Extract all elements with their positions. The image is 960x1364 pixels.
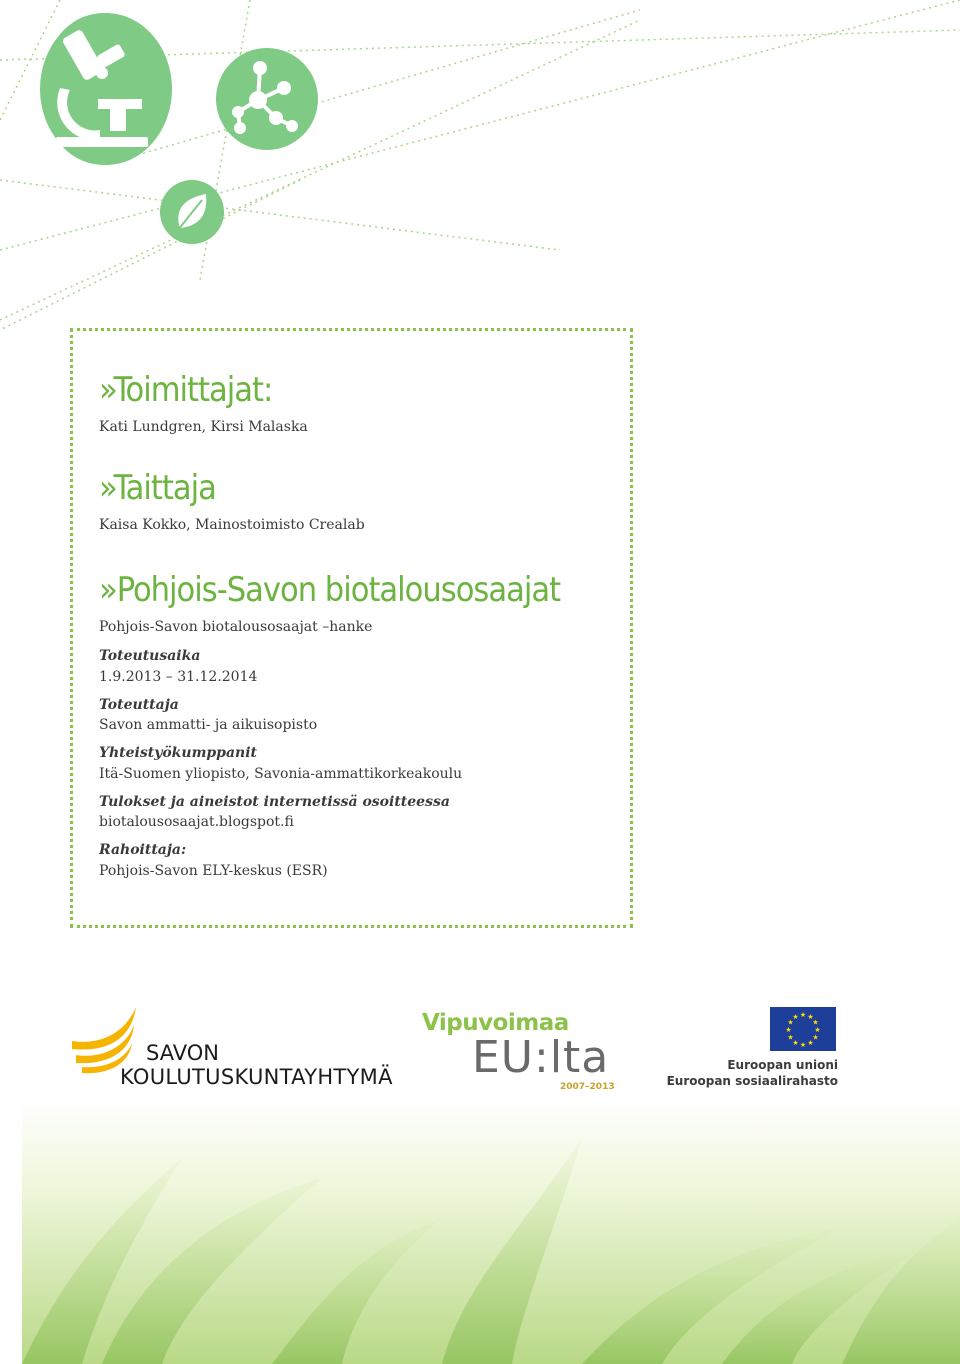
detail-label: Toteutusaika [99,648,201,664]
pohjois-title: »Pohjois-Savon biotalousosaajat [99,570,561,610]
svg-text:★: ★ [792,1013,799,1021]
svg-text:★: ★ [799,1011,807,1019]
eulta-word: EU:lta [472,1032,610,1083]
leaf-icon [160,180,224,244]
savon-word: SAVON [146,1041,219,1065]
toimittajat-title: »Toimittajat: [99,370,273,410]
esr-text: Euroopan sosiaalirahasto [666,1074,838,1088]
grass-photo [22,1098,960,1364]
vipuvoimaa-logo [420,1010,620,1100]
svg-text:★: ★ [799,1041,807,1049]
vipuvoimaa-word: Vipuvoimaa [422,1010,569,1036]
detail-label: Tulokset ja aineistot internetissä osoitteessa [99,794,450,810]
detail-label: Yhteistyökumppanit [99,745,257,761]
pohjois-text: Pohjois-Savon biotalousosaajat –hanke [99,619,373,635]
savon-logo [68,1005,408,1095]
svg-text:★: ★ [807,1039,814,1047]
taittaja-text: Kaisa Kokko, Mainostoimisto Crealab [99,517,365,533]
svg-text:★: ★ [792,1039,799,1047]
svg-text:★: ★ [807,1013,814,1021]
taittaja-title: »Taittaja [99,468,216,508]
svg-text:★: ★ [785,1026,792,1034]
detail-link[interactable]: biotalousosaajat.blogspot.fi [99,814,294,830]
toimittajat-text: Kati Lundgren, Kirsi Malaska [99,419,308,435]
eu-flag-icon [770,1007,836,1051]
koulutuskuntayhtyma-word: KOULUTUSKUNTAYHTYMÄ [120,1065,393,1089]
detail-value: 1.9.2013 – 31.12.2014 [99,669,258,685]
eu-union-text: Euroopan unioni [727,1058,838,1072]
detail-label: Rahoittaja: [99,842,187,858]
eu-logo [666,1007,850,1097]
vipu-years: 2007–2013 [560,1082,615,1092]
svg-text:★: ★ [814,1026,821,1034]
svg-text:★: ★ [787,1033,794,1042]
detail-value: Itä-Suomen yliopisto, Savonia-ammattikorkeakoulu [99,766,463,782]
svg-text:★: ★ [812,1018,819,1027]
detail-value: Savon ammatti- ja aikuisopisto [99,717,318,733]
svg-text:★: ★ [812,1033,819,1042]
svg-text:★: ★ [787,1018,794,1027]
detail-label: Toteuttaja [99,697,179,713]
molecule-icon [216,48,318,150]
microscope-icon [40,13,172,165]
detail-value: Pohjois-Savon ELY-keskus (ESR) [99,863,328,879]
